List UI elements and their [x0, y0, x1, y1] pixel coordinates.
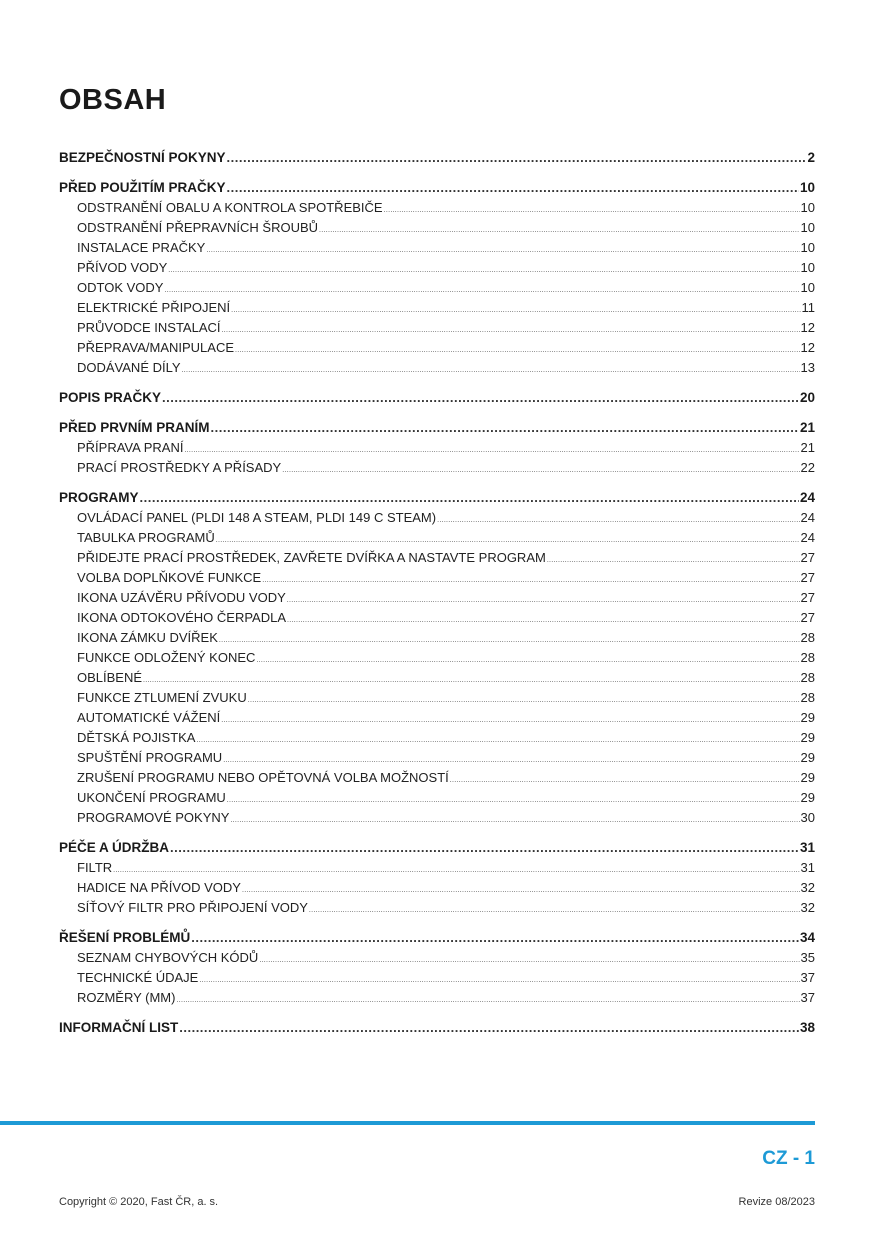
toc-entry-label: ZRUŠENÍ PROGRAMU NEBO OPĚTOVNÁ VOLBA MOŽNOSTÍ [77, 770, 449, 785]
toc-page-number: 35 [800, 950, 815, 965]
toc-page-number: 24 [800, 510, 815, 525]
toc-page-number: 31 [800, 860, 815, 875]
dot-leader [227, 148, 807, 168]
toc-entry-label: AUTOMATICKÉ VÁŽENÍ [77, 710, 221, 725]
toc-page-number: 28 [800, 690, 815, 705]
toc-section-heading[interactable] [59, 388, 815, 408]
toc-subentry[interactable] [59, 858, 815, 878]
toc-entry-label: INFORMAČNÍ LIST [59, 1020, 179, 1035]
dot-leader [140, 488, 799, 508]
dot-leader [547, 551, 800, 571]
toc-page-number: 38 [799, 1020, 815, 1035]
toc-subentry[interactable] [59, 528, 815, 548]
dot-leader [282, 461, 799, 481]
toc-section [59, 148, 815, 168]
toc-page-number: 29 [800, 710, 815, 725]
dot-leader [309, 901, 800, 921]
dot-leader [248, 691, 800, 711]
toc-page-number: 29 [800, 750, 815, 765]
dot-leader [235, 341, 800, 361]
toc-page-number: 34 [799, 930, 815, 945]
toc-page-number: 37 [800, 990, 815, 1005]
toc-section [59, 178, 815, 378]
dot-leader [230, 811, 799, 831]
dot-leader [242, 881, 800, 901]
toc-entry-label: ELEKTRICKÉ PŘIPOJENÍ [77, 300, 231, 315]
toc-page-number: 29 [800, 730, 815, 745]
toc-entry-label: SEZNAM CHYBOVÝCH KÓDŮ [77, 950, 259, 965]
toc-entry-label: ŘEŠENÍ PROBLÉMŮ [59, 930, 191, 945]
dot-leader [256, 651, 799, 671]
toc-entry-label: PŘIDEJTE PRACÍ PROSTŘEDEK, ZAVŘETE DVÍŘKA A NASTAVTE PROGRAM [77, 550, 546, 565]
toc-entry-label: PŘED PRVNÍM PRANÍM [59, 420, 210, 435]
toc-page-number: 28 [800, 630, 815, 645]
dot-leader [211, 418, 799, 438]
dot-leader [384, 201, 800, 221]
toc-page-number: 27 [800, 550, 815, 565]
toc-entry-label: TABULKA PROGRAMŮ [77, 530, 215, 545]
toc-subentry[interactable] [59, 728, 815, 748]
toc-page-number: 28 [800, 650, 815, 665]
toc-entry-label: ODTOK VODY [77, 280, 164, 295]
toc-page-number: 12 [800, 320, 815, 335]
dot-leader [179, 1018, 799, 1038]
toc-page-number: 10 [800, 200, 815, 215]
toc-page-number: 12 [800, 340, 815, 355]
toc-entry-label: TECHNICKÉ ÚDAJE [77, 970, 199, 985]
toc-section-heading[interactable] [59, 148, 815, 168]
toc-subentry[interactable] [59, 258, 815, 278]
toc-subentry[interactable] [59, 298, 815, 318]
dot-leader [437, 511, 799, 531]
toc-page-number: 29 [800, 770, 815, 785]
dot-leader [176, 991, 799, 1011]
toc-subentry[interactable] [59, 808, 815, 828]
toc-subentry[interactable] [59, 628, 815, 648]
dot-leader [168, 261, 799, 281]
toc-subentry[interactable] [59, 568, 815, 588]
toc-page-number: 30 [800, 810, 815, 825]
toc-entry-label: FUNKCE ODLOŽENÝ KONEC [77, 650, 256, 665]
toc-entry-label: SPUŠTĚNÍ PROGRAMU [77, 750, 223, 765]
toc-section-heading[interactable] [59, 838, 815, 858]
toc-section-heading[interactable] [59, 178, 815, 198]
toc-page-number: 27 [800, 590, 815, 605]
toc-entry-label: IKONA ZÁMKU DVÍŘEK [77, 630, 218, 645]
toc-entry-label: PŘÍPRAVA PRANÍ [77, 440, 184, 455]
toc-page-number: 10 [800, 260, 815, 275]
toc-section [59, 388, 815, 408]
footer-divider [0, 1121, 815, 1125]
dot-leader [222, 321, 800, 341]
toc-entry-label: BEZPEČNOSTNÍ POKYNY [59, 150, 226, 165]
toc-section [59, 928, 815, 1008]
dot-leader [227, 791, 800, 811]
toc-section-heading[interactable] [59, 488, 815, 508]
toc-page-number: 10 [800, 220, 815, 235]
toc-subentry[interactable] [59, 318, 815, 338]
toc-subentry[interactable] [59, 218, 815, 238]
toc-entry-label: POPIS PRAČKY [59, 390, 162, 405]
toc-entry-label: PRACÍ PROSTŘEDKY A PŘÍSADY [77, 460, 282, 475]
toc-entry-label: IKONA UZÁVĚRU PŘÍVODU VODY [77, 590, 286, 605]
toc-subentry[interactable] [59, 788, 815, 808]
toc-section [59, 1018, 815, 1038]
toc-subentry[interactable] [59, 358, 815, 378]
toc-subentry[interactable] [59, 608, 815, 628]
toc-subentry[interactable] [59, 878, 815, 898]
toc-entry-label: SÍŤOVÝ FILTR PRO PŘIPOJENÍ VODY [77, 900, 308, 915]
toc-page-number: 28 [800, 670, 815, 685]
toc-page-number: 32 [800, 880, 815, 895]
toc-subentry[interactable] [59, 948, 815, 968]
toc-entry-label: PŘEPRAVA/MANIPULACE [77, 340, 235, 355]
dot-leader [162, 388, 799, 408]
toc-section-heading[interactable] [59, 928, 815, 948]
toc-entry-label: UKONČENÍ PROGRAMU [77, 790, 226, 805]
toc-page-number: 2 [807, 150, 815, 165]
toc-subentry[interactable] [59, 238, 815, 258]
dot-leader [287, 591, 800, 611]
dot-leader [287, 611, 800, 631]
toc-page-number: 21 [800, 440, 815, 455]
toc-page-number: 31 [799, 840, 815, 855]
toc-page-number: 32 [800, 900, 815, 915]
dot-leader [231, 301, 800, 321]
toc-entry-label: VOLBA DOPLŇKOVÉ FUNKCE [77, 570, 262, 585]
dot-leader [164, 281, 799, 301]
toc-page-number: 20 [799, 390, 815, 405]
toc-subentry[interactable] [59, 688, 815, 708]
toc-subentry[interactable] [59, 988, 815, 1008]
dot-leader [199, 971, 799, 991]
revision-text: Revize 08/2023 [738, 1196, 815, 1208]
toc-entry-label: OBLÍBENÉ [77, 670, 143, 685]
toc-section-heading[interactable] [59, 418, 815, 438]
toc-entry-label: PROGRAMY [59, 490, 139, 505]
toc-page-number: 13 [800, 360, 815, 375]
toc-entry-label: IKONA ODTOKOVÉHO ČERPADLA [77, 610, 287, 625]
dot-leader [259, 951, 799, 971]
toc-section-heading[interactable] [59, 1018, 815, 1038]
toc-entry-label: INSTALACE PRAČKY [77, 240, 206, 255]
toc-entry-label: PÉČE A ÚDRŽBA [59, 840, 170, 855]
toc-page-number: 27 [800, 610, 815, 625]
toc-entry-label: OVLÁDACÍ PANEL (PLDI 148 A STEAM, PLDI 149 C STEAM) [77, 510, 437, 525]
dot-leader [196, 731, 799, 751]
toc-entry-label: PROGRAMOVÉ POKYNY [77, 810, 230, 825]
dot-leader [182, 361, 800, 381]
toc-page-number: 11 [801, 300, 815, 315]
dot-leader [262, 571, 799, 591]
dot-leader [221, 711, 799, 731]
dot-leader [206, 241, 799, 261]
toc-entry-label: DODÁVANÉ DÍLY [77, 360, 181, 375]
toc-subentry[interactable] [59, 198, 815, 218]
copyright-text: Copyright © 2020, Fast ČR, a. s. [59, 1196, 219, 1208]
dot-leader [227, 178, 799, 198]
toc-subentry[interactable] [59, 588, 815, 608]
toc-entry-label: PŘÍVOD VODY [77, 260, 168, 275]
toc-page-number: 10 [800, 240, 815, 255]
toc-subentry[interactable] [59, 338, 815, 358]
toc-entry-label: PRŮVODCE INSTALACÍ [77, 320, 221, 335]
toc-entry-label: ROZMĚRY (MM) [77, 990, 176, 1005]
dot-leader [219, 631, 800, 651]
toc-page-number: 37 [800, 970, 815, 985]
toc-subentry[interactable] [59, 458, 815, 478]
toc-section [59, 488, 815, 828]
toc-page-number: 10 [799, 180, 815, 195]
toc-subentry[interactable] [59, 748, 815, 768]
toc-entry-label: DĚTSKÁ POJISTKA [77, 730, 196, 745]
toc-subentry[interactable] [59, 668, 815, 688]
page-title: OBSAH [59, 84, 167, 116]
toc-section [59, 418, 815, 478]
toc-page-number: 29 [800, 790, 815, 805]
toc-subentry[interactable] [59, 508, 815, 528]
toc-subentry[interactable] [59, 968, 815, 988]
toc-page-number: 10 [800, 280, 815, 295]
toc-page-number: 21 [799, 420, 815, 435]
toc-subentry[interactable] [59, 708, 815, 728]
toc-page-number: 22 [800, 460, 815, 475]
dot-leader [450, 771, 800, 791]
toc-entry-label: FUNKCE ZTLUMENÍ ZVUKU [77, 690, 247, 705]
toc-entry-label: PŘED POUŽITÍM PRAČKY [59, 180, 226, 195]
toc-subentry[interactable] [59, 648, 815, 668]
toc-page-number: 27 [800, 570, 815, 585]
toc-subentry[interactable] [59, 768, 815, 788]
toc-subentry[interactable] [59, 548, 815, 568]
dot-leader [319, 221, 800, 241]
toc-entry-label: ODSTRANĚNÍ PŘEPRAVNÍCH ŠROUBŮ [77, 220, 319, 235]
toc-page-number: 24 [799, 490, 815, 505]
toc-entry-label: HADICE NA PŘÍVOD VODY [77, 880, 241, 895]
page-number: CZ - 1 [762, 1148, 815, 1169]
dot-leader [170, 838, 799, 858]
toc-section [59, 838, 815, 918]
toc-subentry[interactable] [59, 438, 815, 458]
toc-page-number: 24 [800, 530, 815, 545]
toc-entry-label: ODSTRANĚNÍ OBALU A KONTROLA SPOTŘEBIČE [77, 200, 383, 215]
toc-subentry[interactable] [59, 898, 815, 918]
toc-subentry[interactable] [59, 278, 815, 298]
dot-leader [191, 928, 799, 948]
toc-entry-label: FILTR [77, 860, 113, 875]
table-of-contents [59, 148, 815, 1048]
